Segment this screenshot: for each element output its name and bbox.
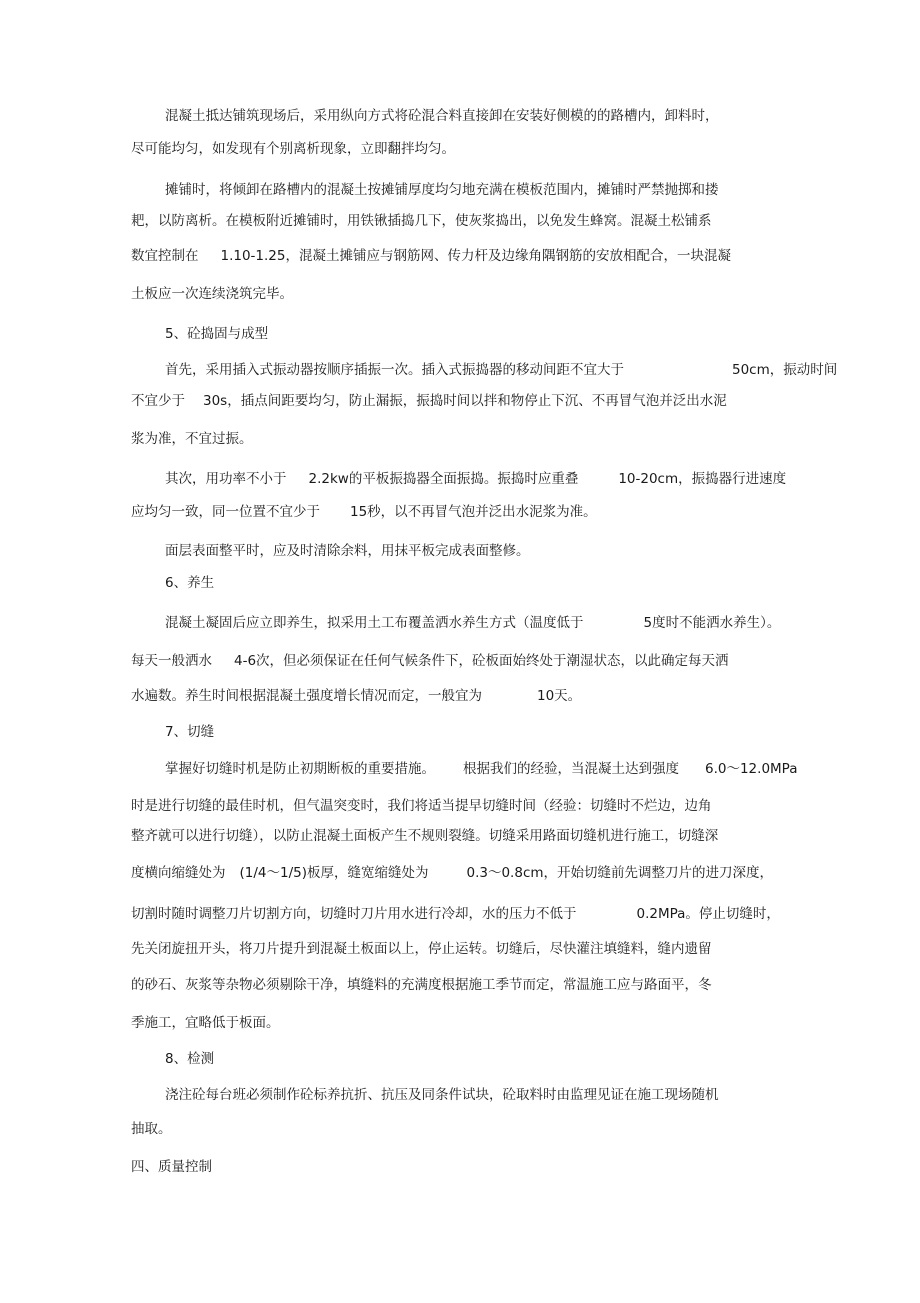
text-segment: 面层表面整平时，应及时清除余料，用抹平板完成表面整修。 (165, 543, 530, 559)
text-segment: 切割时随时调整刀片切割方向，切缝时刀片用水进行冷却，水的压力不低于 (131, 906, 577, 922)
text-segment: 不宜少于 (131, 393, 185, 409)
text-segment: 7、切缝 (165, 724, 215, 740)
text-line (165, 107, 719, 125)
text-line (165, 470, 786, 488)
text-segment: 根据我们的经验，当混凝土达到强度 (463, 761, 679, 777)
text-line (165, 181, 719, 199)
text-line (131, 687, 581, 705)
text-segment: 四、质量控制 (131, 1159, 212, 1175)
text-segment: 先关闭旋扭开头，将刀片提升到混凝土板面以上，停止运转。切缝后，尽快灌注填缝料，缝内遗留 (131, 941, 712, 957)
text-line (165, 325, 268, 343)
text-line (165, 723, 214, 741)
text-segment: 时是进行切缝的最佳时机，但气温突变时，我们将适当提早切缝时间（经验：切缝时不烂边，边角 (131, 798, 712, 814)
text-line (131, 1014, 280, 1032)
text-segment: 30s，插点间距要均匀，防止漏振，振捣时间以拌和物停止下沉、不再冒气泡并泛出水泥 (203, 393, 727, 409)
text-line (131, 976, 712, 994)
text-line (131, 905, 780, 923)
text-segment: 摊铺时，将倾卸在路槽内的混凝土按摊铺厚度均匀地充满在模板范围内，摊铺时严禁抛掷和搂 (165, 182, 719, 198)
text-line (131, 140, 455, 158)
text-segment: 整齐就可以进行切缝），以防止混凝土面板产生不规则裂缝。切缝采用路面切缝机进行施工，切缝深 (131, 828, 719, 844)
text-segment: 10-20cm，振捣器行进速度 (618, 471, 787, 487)
text-segment: 4-6次，但必须保证在任何气候条件下，砼板面始终处于潮湿状态，以此确定每天洒 (234, 653, 729, 669)
text-segment: 10天。 (537, 688, 582, 704)
text-line (165, 1050, 214, 1068)
text-line (131, 827, 718, 845)
text-line (131, 1158, 212, 1176)
text-line (131, 503, 597, 521)
text-segment: 5度时不能洒水养生）。 (643, 615, 781, 631)
text-segment: 0.3～0.8cm，开始切缝前先调整刀片的进刀深度， (466, 865, 774, 881)
text-segment: 5、砼捣固与成型 (165, 326, 269, 342)
text-segment: 15秒，以不再冒气泡并泛出水泥浆为准。 (350, 504, 597, 520)
text-segment: 8、检测 (165, 1051, 215, 1067)
text-line (165, 760, 797, 778)
text-segment: 应均匀一致，同一位置不宜少于 (131, 504, 320, 520)
text-line (165, 614, 780, 632)
text-segment: 抽取。 (131, 1121, 172, 1137)
text-line (165, 542, 530, 560)
text-segment: 土板应一次连续浇筑完毕。 (131, 286, 293, 302)
text-line (131, 212, 712, 230)
text-segment: 6、养生 (165, 575, 215, 591)
text-segment: 混凝土凝固后应立即养生，拟采用土工布覆盖洒水养生方式（温度低于 (165, 615, 584, 631)
text-line (165, 1086, 719, 1104)
text-segment: 混凝土抵达铺筑现场后，采用纵向方式将砼混合料直接卸在安装好侧模的的路槽内，卸料时， (165, 108, 719, 124)
text-segment: 季施工，宜略低于板面。 (131, 1015, 280, 1031)
text-segment: 首先，采用插入式振动器按顺序插振一次。插入式振捣器的移动间距不宜大于 (165, 362, 624, 378)
text-segment: 的砂石、灰浆等杂物必须剔除干净，填缝料的充满度根据施工季节而定，常温施工应与路面平，冬 (131, 977, 712, 993)
text-segment: 0.2MPa。停止切缝时， (636, 906, 780, 922)
text-line (131, 285, 293, 303)
text-line (165, 361, 837, 379)
text-segment: 2.2kw的平板振捣器全面振捣。振捣时应重叠 (308, 471, 579, 487)
text-segment: 其次，用功率不小于 (165, 471, 287, 487)
text-segment: 数宜控制在 (131, 248, 199, 264)
text-line (131, 940, 712, 958)
text-line (131, 797, 712, 815)
text-segment: 6.0～12.0MPa (705, 761, 798, 777)
text-line (131, 1120, 172, 1138)
text-segment: 浇注砼每台班必须制作砼标养抗折、抗压及同条件试块，砼取料时由监理见证在施工现场随机 (165, 1087, 719, 1103)
text-segment: 浆为准，不宜过振。 (131, 431, 253, 447)
text-segment: 水遍数。养生时间根据混凝土强度增长情况而定，一般宜为 (131, 688, 482, 704)
text-line (131, 430, 253, 448)
text-line (131, 864, 773, 882)
text-segment: 掌握好切缝时机是防止初期断板的重要措施。 (165, 761, 435, 777)
text-segment: 度横向缩缝处为 (131, 865, 226, 881)
text-segment: 每天一般洒水 (131, 653, 212, 669)
text-line (131, 392, 727, 410)
text-segment: 50cm，振动时间 (732, 362, 838, 378)
text-line (131, 247, 731, 265)
text-segment: 耙，以防离析。在模板附近摊铺时，用铁锹插捣几下，使灰浆捣出，以免发生蜂窝。混凝土松铺系 (131, 213, 712, 229)
text-segment: (1/4～1/5)板厚，缝宽缩缝处为 (239, 865, 429, 881)
text-segment: 尽可能均匀，如发现有个别离析现象，立即翻拌均匀。 (131, 141, 455, 157)
text-line (131, 652, 729, 670)
text-line (165, 574, 214, 592)
text-segment: 1.10-1.25，混凝土摊铺应与钢筋网、传力杆及边缘角隅钢筋的安放相配合，一块混凝 (220, 248, 731, 264)
